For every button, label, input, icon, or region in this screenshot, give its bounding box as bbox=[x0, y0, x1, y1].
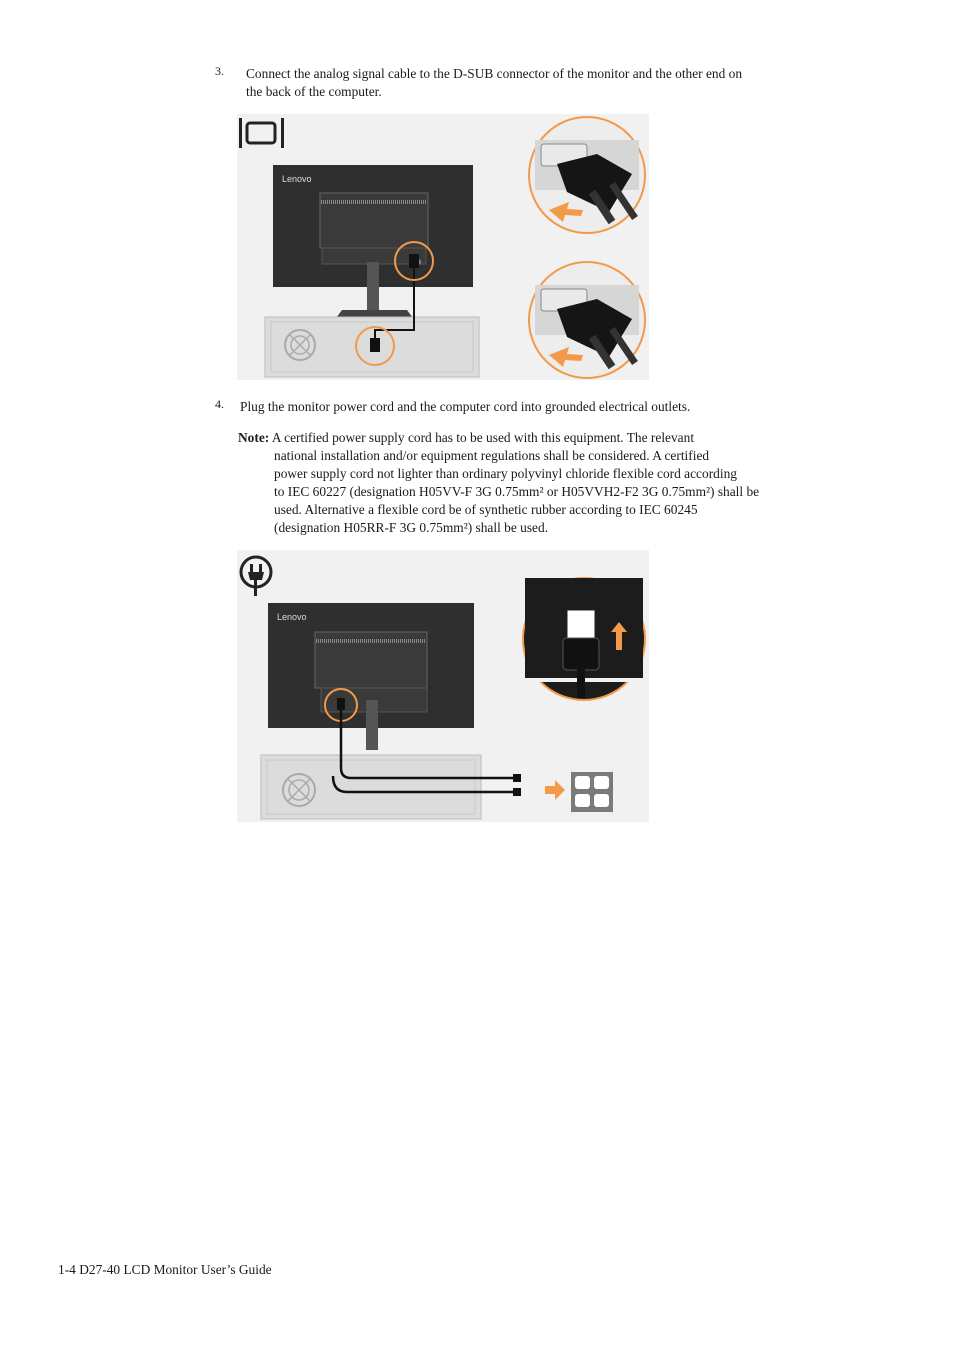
wall-outlet-icon bbox=[571, 772, 613, 812]
note-line-5: used. Alternative a flexible cord be of synthetic rubber according to IEC 60245 bbox=[274, 502, 698, 517]
note-line-3: power supply cord not lighter than ordinary polyvinyl chloride flexible cord according bbox=[274, 466, 737, 481]
detail-circle-top bbox=[529, 117, 645, 233]
step-4-text: Plug the monitor power cord and the computer cord into grounded electrical outlets. bbox=[240, 399, 691, 414]
note-line-2: national installation and/or equipment regulations shall be considered. A certified bbox=[274, 448, 710, 463]
monitor-back-power bbox=[268, 603, 474, 750]
dsub-connection-figure bbox=[237, 114, 649, 380]
step-3-text bbox=[246, 65, 846, 101]
brand-logo-2: Lenovo bbox=[277, 612, 307, 622]
page-footer: 1-4 D27-40 LCD Monitor User’s Guide bbox=[58, 1262, 272, 1277]
note-line-1: A certified power supply cord has to be used with this equipment. The relevant bbox=[271, 430, 695, 445]
computer-case-power bbox=[261, 755, 481, 819]
power-connection-figure bbox=[237, 550, 649, 822]
step-3-line-2: the back of the computer. bbox=[246, 84, 382, 99]
note-block bbox=[238, 429, 838, 537]
step-4-number: 4. bbox=[215, 397, 224, 411]
step-3-number: 3. bbox=[215, 64, 224, 78]
power-detail-circle bbox=[523, 578, 645, 700]
step-3-line-1: Connect the analog signal cable to the D-SUB connector of the monitor and the other end on bbox=[246, 66, 743, 81]
brand-logo: Lenovo bbox=[282, 174, 312, 184]
note-label: Note: bbox=[238, 430, 270, 445]
note-line-6: (designation H05RR-F 3G 0.75mm²) shall be used. bbox=[274, 520, 549, 535]
detail-circle-bottom bbox=[529, 262, 645, 378]
note-line-4: to IEC 60227 (designation H05VV-F 3G 0.75mm² or H05VVH2-F2 3G 0.75mm²) shall be bbox=[274, 484, 760, 499]
